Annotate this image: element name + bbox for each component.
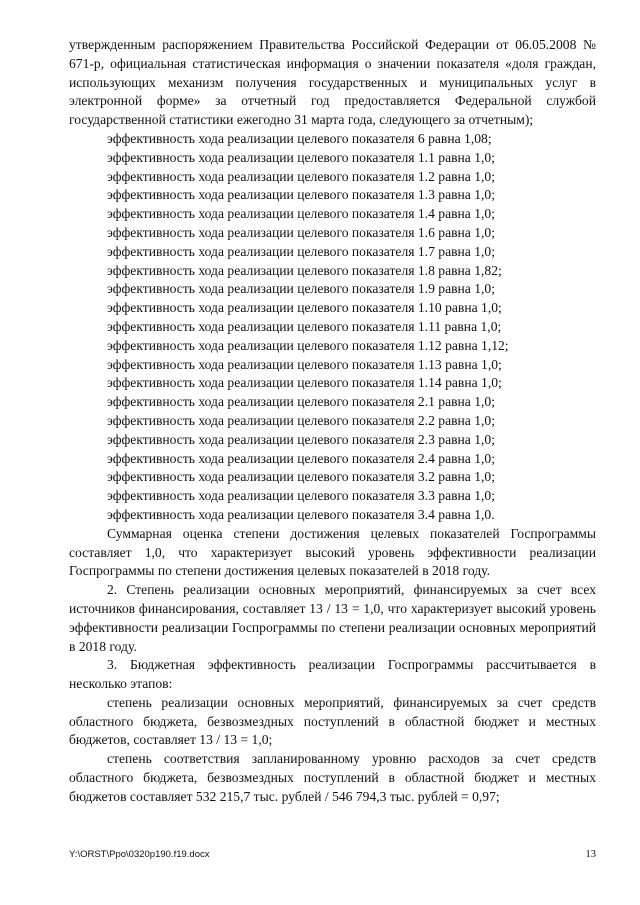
page-footer [69, 849, 596, 861]
efficiency-line: эффективность хода реализации целевого показателя 1.8 равна 1,82; [107, 262, 502, 278]
efficiency-line: эффективность хода реализации целевого показателя 3.3 равна 1,0; [107, 488, 495, 504]
stage1-paragraph: степень реализации основных мероприятий, финансируемых за счет средств областного бюджета, безвозмездных поступлений в областной бюджет и местных бюджетов, составляет 13 / 13 = 1,0; [69, 694, 596, 748]
efficiency-list [69, 130, 596, 525]
efficiency-line: эффективность хода реализации целевого показателя 3.2 равна 1,0; [107, 469, 495, 485]
efficiency-line: эффективность хода реализации целевого показателя 1.10 равна 1,0; [107, 300, 502, 316]
efficiency-line: эффективность хода реализации целевого показателя 2.4 равна 1,0; [107, 450, 495, 466]
summary-paragraph: Суммарная оценка степени достижения целевых показателей Госпрограммы составляет 1,0, что характеризует высокий уровень эффективности реализации Госпрограммы по степени достижения целевых показателей в 2018 году. [69, 525, 596, 579]
efficiency-line: эффективность хода реализации целевого показателя 2.3 равна 1,0; [107, 431, 495, 447]
efficiency-line: эффективность хода реализации целевого показателя 1.4 равна 1,0; [107, 206, 495, 222]
efficiency-line: эффективность хода реализации целевого показателя 1.1 равна 1,0; [107, 149, 495, 165]
efficiency-line: эффективность хода реализации целевого показателя 1.11 равна 1,0; [107, 318, 502, 334]
efficiency-line: эффективность хода реализации целевого показателя 1.14 равна 1,0; [107, 375, 502, 391]
efficiency-line: эффективность хода реализации целевого показателя 1.13 равна 1,0; [107, 356, 502, 372]
item2-paragraph: 2. Степень реализации основных мероприятий, финансируемых за счет всех источников финансирования, составляет 13 / 13 = 1,0, что характеризует высокий уровень эффективности реализации Госпрограммы по степени реализации основных мероприятий в 2018 году. [69, 582, 596, 654]
efficiency-line: эффективность хода реализации целевого показателя 2.1 равна 1,0; [107, 394, 495, 410]
efficiency-line: эффективность хода реализации целевого показателя 6 равна 1,08; [107, 130, 492, 146]
efficiency-line: эффективность хода реализации целевого показателя 1.3 равна 1,0; [107, 187, 495, 203]
item3-paragraph: 3. Бюджетная эффективность реализации Госпрограммы рассчитывается в несколько этапов: [69, 657, 596, 692]
efficiency-line: эффективность хода реализации целевого показателя 1.6 равна 1,0; [107, 224, 495, 240]
efficiency-line: эффективность хода реализации целевого показателя 3.4 равна 1,0. [107, 506, 495, 522]
document-page [69, 36, 596, 807]
page-number: 13 [585, 849, 596, 860]
efficiency-line: эффективность хода реализации целевого показателя 1.2 равна 1,0; [107, 168, 495, 184]
efficiency-line: эффективность хода реализации целевого показателя 1.9 равна 1,0; [107, 281, 495, 297]
intro-paragraph: утвержденным распоряжением Правительства Российской Федерации от 06.05.2008 № 671-р, официальная статистическая информация о значении показателя «доля граждан, использующих механизм получения государственных и муниципальных услуг в электронной форме» за отчетный год предоставляется Федеральной службой государственной статистики ежегодно 31 марта года, следующего за отчетным); [69, 37, 596, 128]
stage2-paragraph: степень соответствия запланированному уровню расходов за счет средств областного бюджета, безвозмездных поступлений в областной бюджет и местных бюджетов составляет 532 215,7 тыс. рублей / 546 794,3 тыс. рублей = 0,97; [69, 751, 596, 804]
efficiency-line: эффективность хода реализации целевого показателя 2.2 равна 1,0; [107, 412, 495, 428]
footer-file-path: Y:\ORST\Ppo\0320p190.f19.docx [69, 849, 210, 860]
efficiency-line: эффективность хода реализации целевого показателя 1.12 равна 1,12; [107, 337, 509, 353]
efficiency-line: эффективность хода реализации целевого показателя 1.7 равна 1,0; [107, 243, 495, 259]
